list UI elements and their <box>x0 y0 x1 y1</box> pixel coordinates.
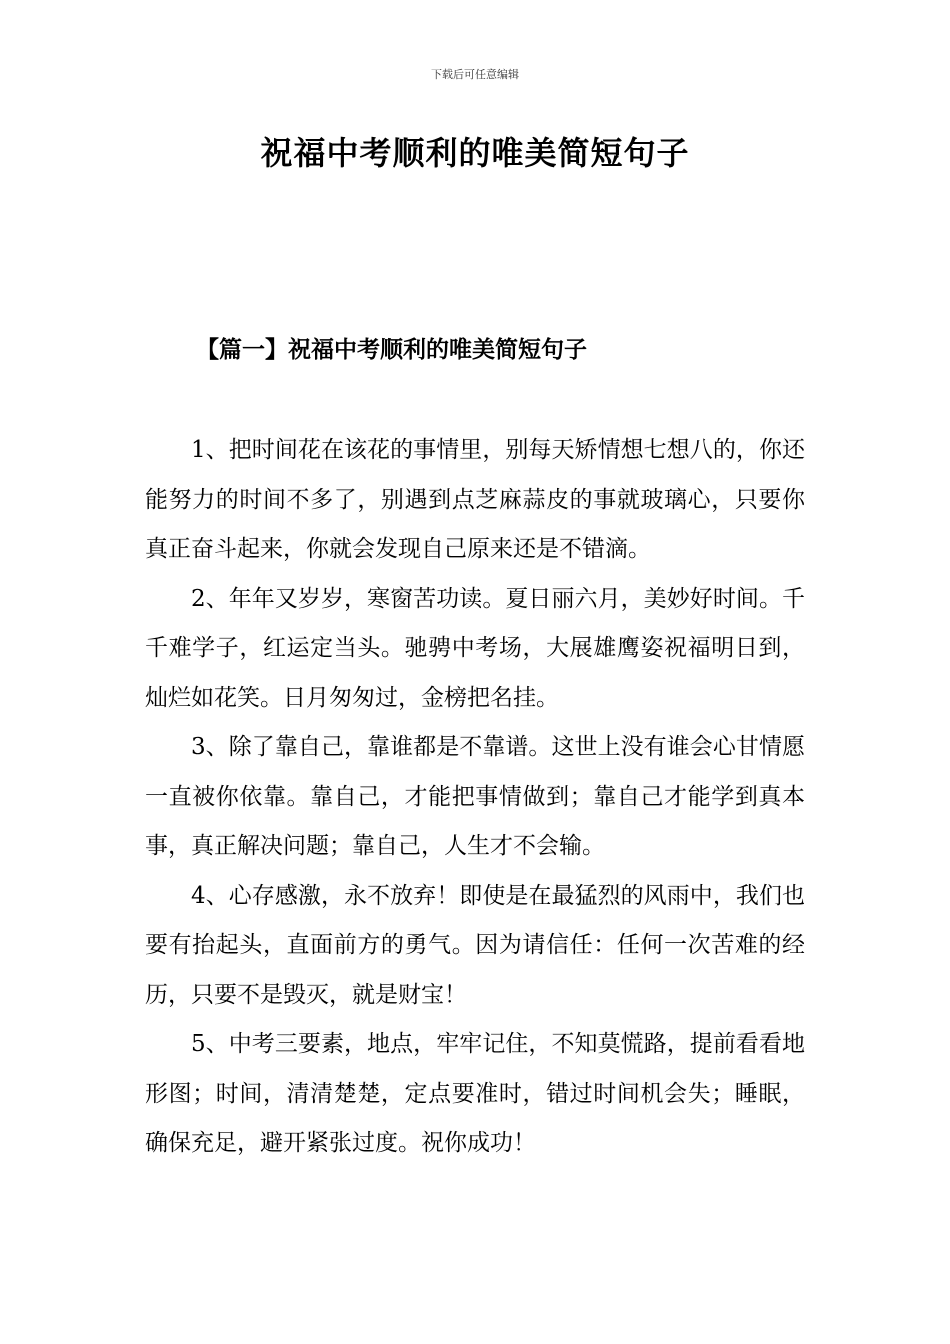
paragraph-5: 5、中考三要素，地点，牢牢记住，不知莫慌路，提前看看地形图；时间，清清楚楚，定点要准时，错过时间机会失；睡眠，确保充足，避开紧张过度。祝你成功！ <box>145 1031 805 1156</box>
document-title: 祝福中考顺利的唯美简短句子 <box>260 134 690 172</box>
paragraph-2: 2、年年又岁岁，寒窗苦功读。夏日丽六月，美妙好时间。千千难学子，红运定当头。驰骋中考场，大展雄鹰姿祝福明日到，灿烂如花笑。日月匆匆过，金榜把名挂。 <box>145 585 805 711</box>
header-note: 下载后可任意编辑 <box>431 68 519 81</box>
paragraph-3: 3、除了靠自己，靠谁都是不靠谱。这世上没有谁会心甘情愿一直被你依靠。靠自己，才能把事情做到；靠自己才能学到真本事，真正解决问题；靠自己，人生才不会输。 <box>145 734 805 859</box>
paragraph-1: 1、把时间花在该花的事情里，别每天矫情想七想八的，你还能努力的时间不多了，别遇到点芝麻蒜皮的事就玻璃心，只要你真正奋斗起来，你就会发现自己原来还是不错滴。 <box>145 437 805 562</box>
paragraph-4: 4、心存感激，永不放弃！即使是在最猛烈的风雨中，我们也要有抬起头，直面前方的勇气。因为请信任：任何一次苦难的经历，只要不是毁灭，就是财宝！ <box>145 882 805 1008</box>
section-heading: 【篇一】祝福中考顺利的唯美简短句子 <box>196 336 587 363</box>
document-body <box>145 426 805 1169</box>
